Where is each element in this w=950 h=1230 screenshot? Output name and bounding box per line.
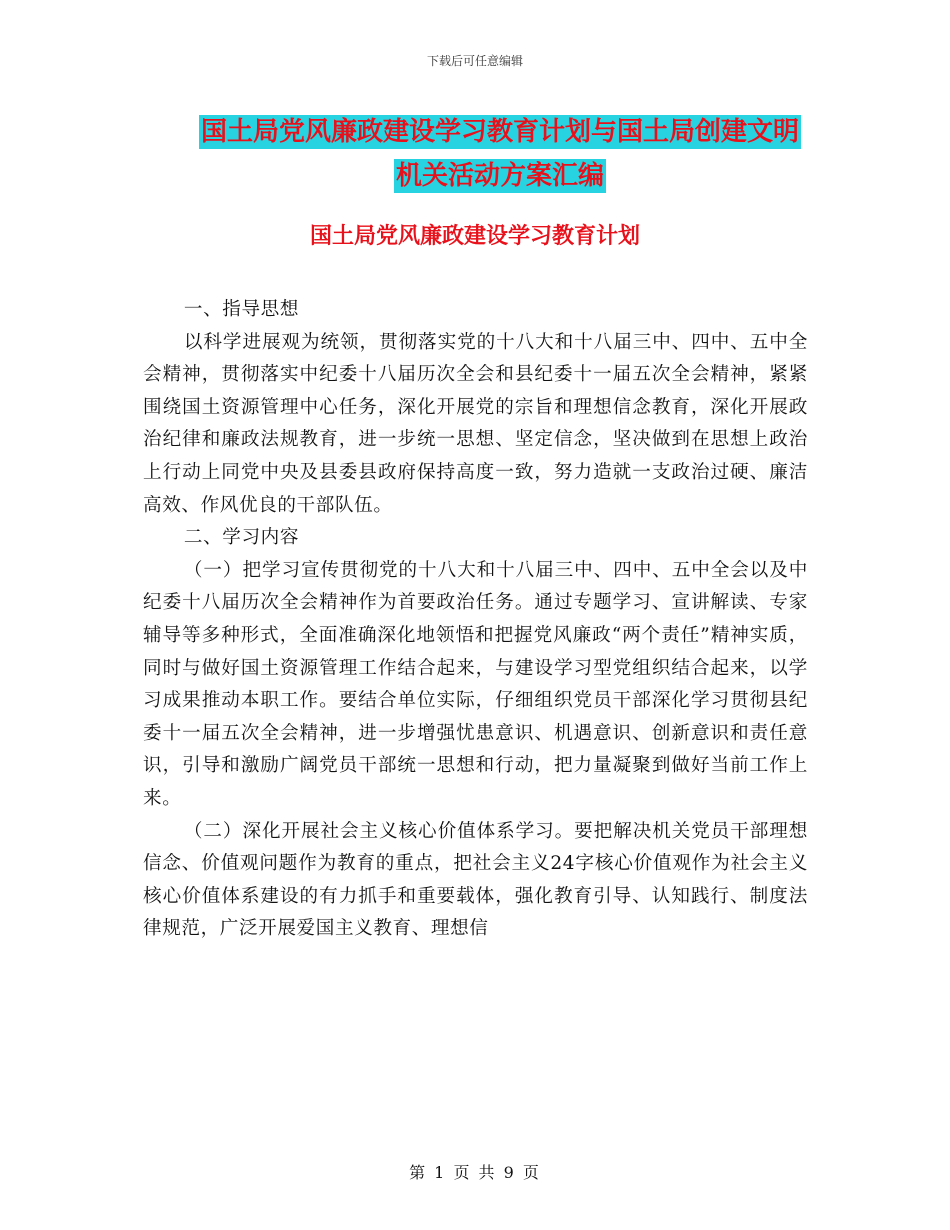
header-note: 下载后可任意编辑 — [426, 54, 523, 68]
heading-study-content: 二、学习内容 — [183, 527, 300, 549]
section-title: 国土局党风廉政建设学习教育计划 — [309, 224, 640, 249]
heading-guiding-ideology: 一、指导思想 — [183, 299, 300, 320]
page-footer: 第 1 页 共 9 页 — [409, 1163, 541, 1182]
document-body — [143, 294, 808, 946]
document-title-line1: 国土局党风廉政建设学习教育计划与国土局创建文明 — [200, 117, 799, 147]
paragraph-guiding-ideology: 以科学进展观为统领，贯彻落实党的十八大和十八届三中、四中、五中全会精神，贯彻落实中纪委十八届历次全会和县纪委十一届五次全会精神，紧紧围绕国土资源管理中心任务，深化开展党的宗旨和理想信念教育，深化开展政治纪律和廉政法规教育，进一步统一思想、坚定信念，坚决做到在思想上政治上行动上同党中央及县委县政府保持高度一致，努力造就一支政治过硬、廉洁高效、作风优良的干部队伍。 — [143, 331, 808, 516]
document-title — [140, 110, 860, 198]
document-title-line2: 机关活动方案汇编 — [395, 161, 604, 191]
paragraph-study-item-2: （二）深化开展社会主义核心价值体系学习。要把解决机关党员干部理想信念、价值观问题作为教育的重点，把社会主义24字核心价值观作为社会主义核心价值体系建设的有力抓手和重要载体，强化教育引导、认知践行、制度法律规范，广泛开展爱国主义教育、理想信 — [143, 820, 808, 940]
paragraph-study-item-1: （一）把学习宣传贯彻党的十八大和十八届三中、四中、五中全会以及中纪委十八届历次全会精神作为首要政治任务。通过专题学习、宣讲解读、专家辅导等多种形式，全面准确深化地领悟和把握党风廉政“两个责任”精神实质，同时与做好国土资源管理工作结合起来，与建设学习型党组织结合起来，以学习成果推动本职工作。要结合单位实际，仔细组织党员干部深化学习贯彻县纪委十一届五次全会精神，进一步增强忧患意识、机遇意识、创新意识和责任意识，引导和激励广阔党员干部统一思想和行动，把力量凝聚到做好当前工作上来。 — [143, 559, 808, 809]
